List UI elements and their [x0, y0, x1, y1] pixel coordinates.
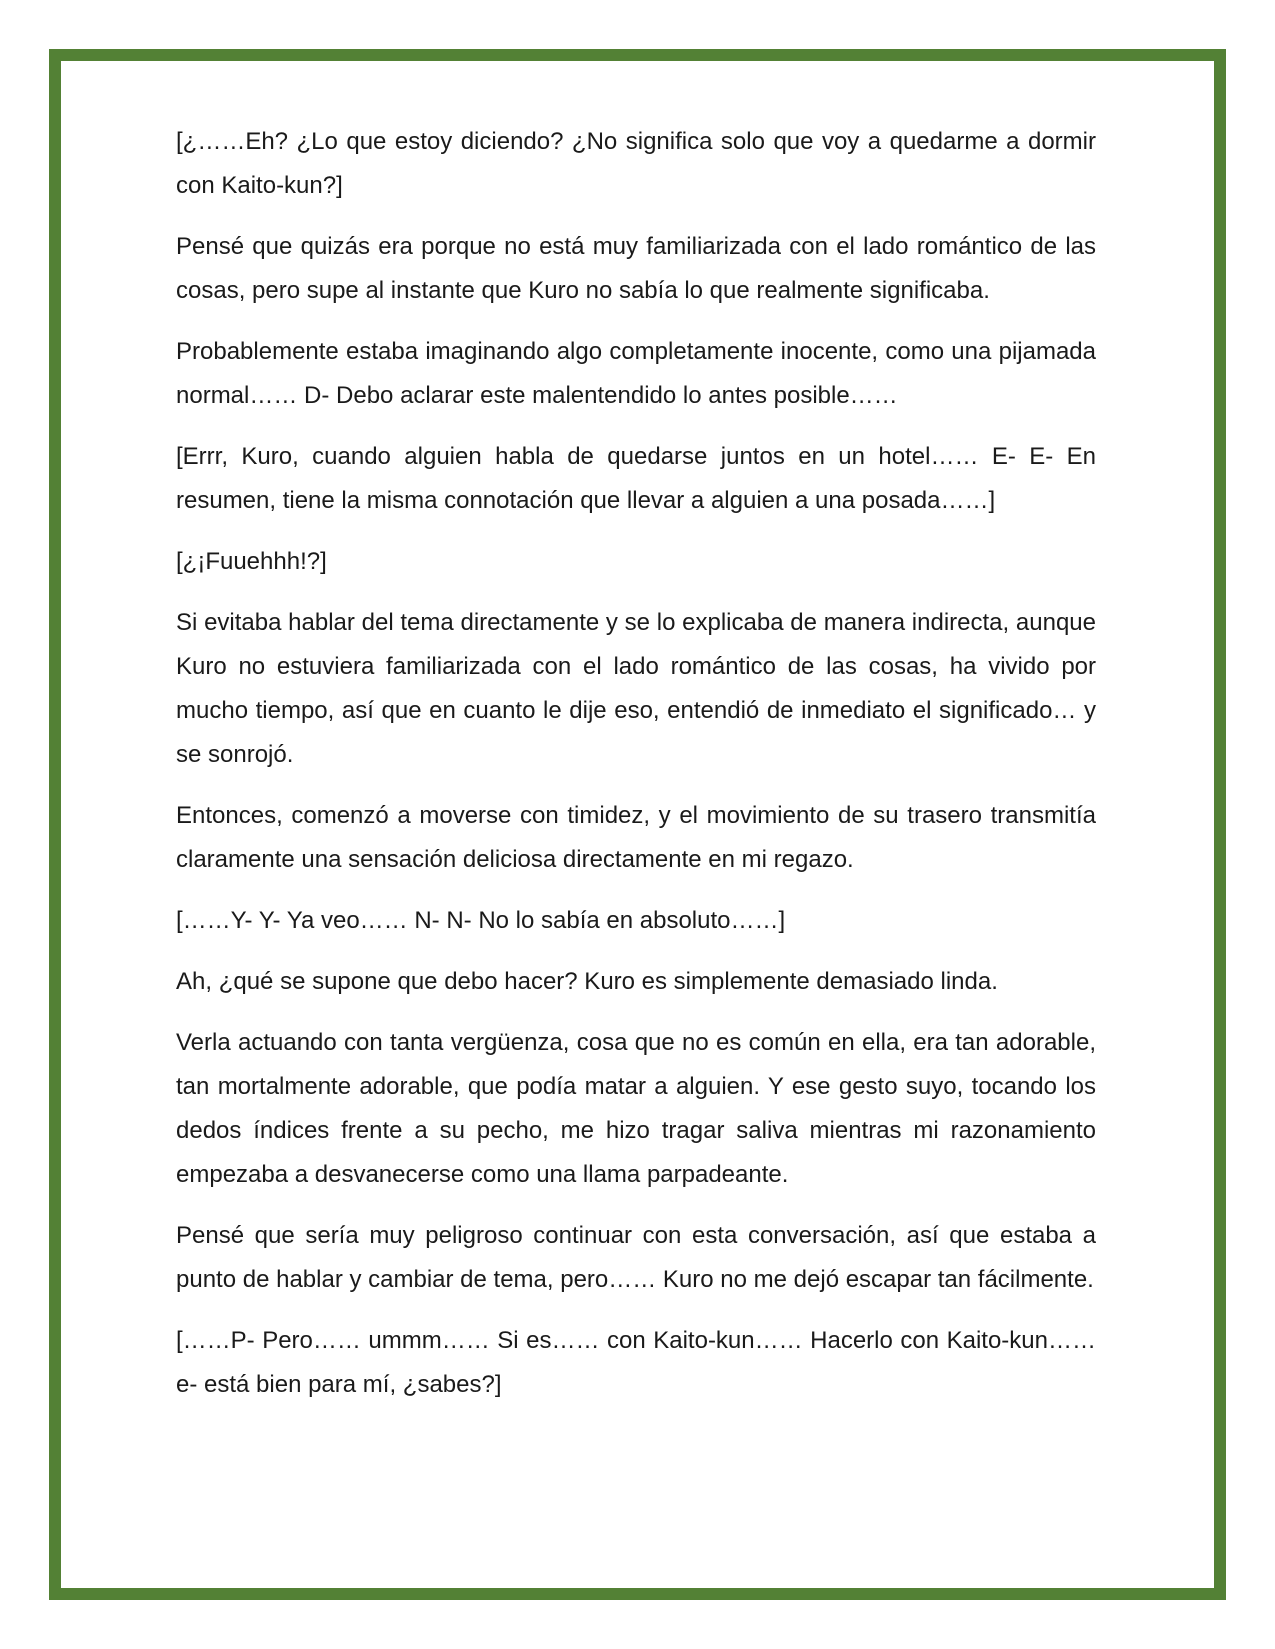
paragraph: Pensé que sería muy peligroso continuar con esta conversación, así que estaba a punto de hablar y cambiar de tema, pero…… Kuro no me dejó escapar tan fácilmente.: [176, 1222, 1096, 1293]
paragraph: Ah, ¿qué se supone que debo hacer? Kuro es simplemente demasiado linda.: [176, 968, 998, 995]
paragraph: Si evitaba hablar del tema directamente y se lo explicaba de manera indirecta, aunque Kuro no estuviera familiarizada con el lado romántico de las cosas, ha vivido por mucho tiempo, así que en cuanto le dije eso, entendió de inmediato el significado… y se sonrojó.: [176, 609, 1096, 768]
paragraph: Entonces, comenzó a moverse con timidez, y el movimiento de su trasero transmitía claramente una sensación deliciosa directamente en mi regazo.: [176, 802, 1096, 873]
paragraph: [……P- Pero…… ummm…… Si es…… con Kaito-kun…… Hacerlo con Kaito-kun…… e- está bien para mí, ¿sabes?]: [176, 1327, 1096, 1398]
document-body: [176, 120, 1096, 1424]
paragraph: Pensé que quizás era porque no está muy familiarizada con el lado romántico de las cosas, pero supe al instante que Kuro no sabía lo que realmente significaba.: [176, 233, 1096, 304]
paragraph: Probablemente estaba imaginando algo completamente inocente, como una pijamada normal…… D- Debo aclarar este malentendido lo antes posible……: [176, 338, 1096, 409]
paragraph: [Errr, Kuro, cuando alguien habla de quedarse juntos en un hotel…… E- E- En resumen, tiene la misma connotación que llevar a alguien a una posada……]: [176, 443, 1096, 514]
paragraph: Verla actuando con tanta vergüenza, cosa que no es común en ella, era tan adorable, tan mortalmente adorable, que podía matar a alguien. Y ese gesto suyo, tocando los dedos índices frente a su pecho, me hizo tragar saliva mientras mi razonamiento empezaba a desvanecerse como una llama parpadeante.: [176, 1029, 1096, 1188]
paragraph: [¿¡Fuuehhh!?]: [176, 548, 327, 575]
paragraph: [……Y- Y- Ya veo…… N- N- No lo sabía en absoluto……]: [176, 907, 786, 934]
paragraph: [¿……Eh? ¿Lo que estoy diciendo? ¿No significa solo que voy a quedarme a dormir con Kaito-kun?]: [176, 128, 1096, 199]
